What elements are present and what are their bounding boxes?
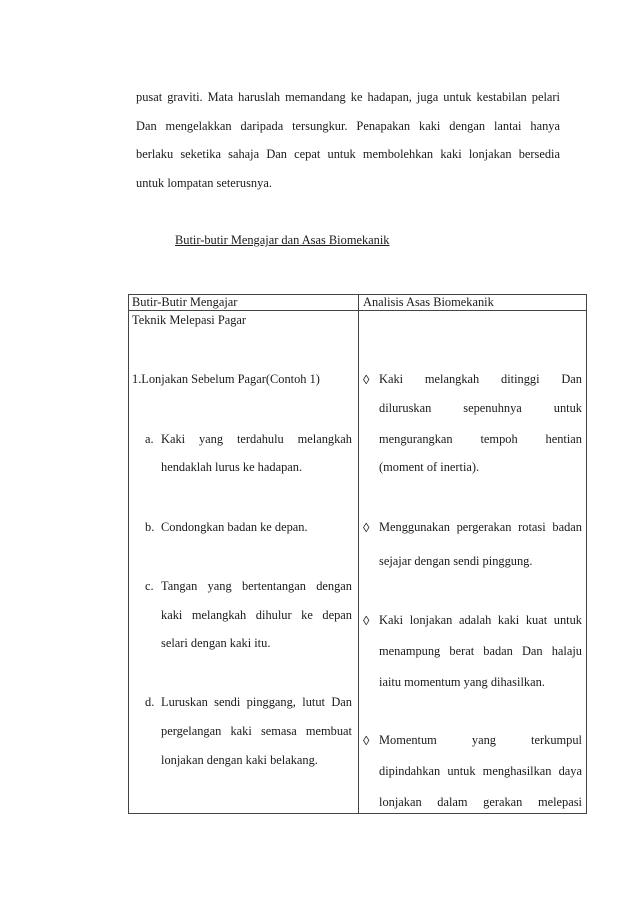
word: yang <box>198 432 224 446</box>
analysis-line: lonjakan dalam gerakan melepasi <box>379 795 582 809</box>
intro-line: untuk lompatan seterusnya. <box>136 175 272 190</box>
diamond-bullet-icon: ◊ <box>363 733 370 748</box>
diamond-bullet-icon: ◊ <box>363 372 370 387</box>
analysis-line: Kaki melangkah ditinggi Dan <box>379 372 582 386</box>
header-left: Butir-Butir Mengajar <box>132 295 238 309</box>
header-right: Analisis Asas Biomekanik <box>363 295 494 309</box>
intro-line: Dan mengelakkan daripada tersungkur. Penapakan kaki dengan lantai hanya <box>136 118 560 133</box>
step-line <box>161 432 352 447</box>
analysis-line: menampung berat badan Dan halaju <box>379 644 582 658</box>
intro-line: berlaku seketika sahaja Dan cepat untuk membolehkan kaki lonjakan bersedia <box>136 147 560 161</box>
section-heading: Butir-butir Mengajar dan Asas Biomekanik <box>175 233 390 247</box>
step-line: Luruskan sendi pinggang, lutut Dan <box>161 695 352 709</box>
analysis-line: Momentum yang terkumpul <box>379 733 582 747</box>
step-line: hendaklah lurus ke hadapan. <box>161 460 303 474</box>
column-divider <box>358 295 359 813</box>
word: terdahulu <box>236 432 284 446</box>
step-text <box>161 432 352 447</box>
diamond-bullet-icon: ◊ <box>363 613 370 628</box>
analysis-line: sejajar dengan sendi pinggung. <box>379 554 533 568</box>
analysis-line: dipindahkan untuk menghasilkan daya <box>379 764 582 778</box>
step-line: Condongkan badan ke depan. <box>161 520 308 534</box>
item-title: 1.Lonjakan Sebelum Pagar(Contoh 1) <box>132 372 320 386</box>
analysis-line: (moment of inertia). <box>379 460 480 474</box>
step-line: pergelangan kaki semasa membuat <box>161 724 352 738</box>
analysis-line: Menggunakan pergerakan rotasi badan <box>379 520 582 534</box>
analysis-line: iaitu momentum yang dihasilkan. <box>379 675 545 689</box>
intro-paragraph <box>136 83 560 197</box>
analysis-line: mengurangkan tempoh hentian <box>379 432 582 446</box>
intro-line: pusat graviti. Mata haruslah memandang ke hadapan, juga untuk kestabilan pelari <box>136 90 560 104</box>
table-subheading: Teknik Melepasi Pagar <box>132 313 247 327</box>
step-marker: b. <box>145 520 155 534</box>
word: melangkah <box>297 432 352 446</box>
analysis-line: diluruskan sepenuhnya untuk <box>379 401 582 415</box>
header-divider <box>129 310 586 311</box>
analysis-line: Kaki lonjakan adalah kaki kuat untuk <box>379 613 582 627</box>
step-marker: d. <box>145 695 155 709</box>
step-line: lonjakan dengan kaki belakang. <box>161 753 318 767</box>
teaching-table <box>128 294 587 814</box>
diamond-bullet-icon: ◊ <box>363 520 370 535</box>
word: Kaki <box>161 432 186 446</box>
step-line: Tangan yang bertentangan dengan <box>161 579 352 593</box>
step-marker: a. <box>145 432 154 446</box>
step-line: kaki melangkah dihulur ke depan <box>161 608 352 622</box>
step-line: selari dengan kaki itu. <box>161 636 271 650</box>
step-marker: c. <box>145 579 154 593</box>
